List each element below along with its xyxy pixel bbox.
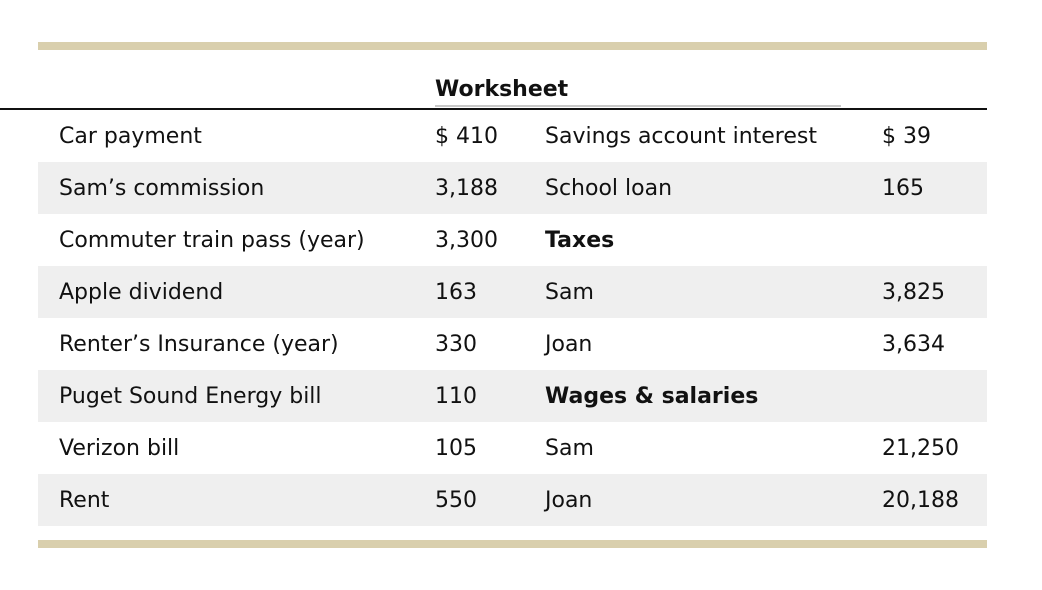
bottom-rule	[38, 540, 987, 548]
expense-label: Car payment	[59, 123, 202, 149]
item-label: Joan	[545, 487, 593, 513]
expense-label: Commuter train pass (year)	[59, 227, 365, 253]
expense-amount: 550	[435, 487, 477, 513]
expense-amount: $ 410	[435, 123, 498, 149]
expense-amount: 163	[435, 279, 477, 305]
expense-label: Sam’s commission	[59, 175, 265, 201]
expense-amount: 110	[435, 383, 477, 409]
table-row	[38, 474, 987, 526]
item-label: School loan	[545, 175, 673, 201]
item-amount: 21,250	[882, 435, 959, 461]
worksheet-title: Worksheet	[435, 77, 569, 102]
table-body	[38, 110, 987, 526]
worksheet-table	[38, 42, 987, 548]
item-amount: 3,634	[882, 331, 945, 357]
item-amount: 3,825	[882, 279, 945, 305]
expense-amount: 3,300	[435, 227, 498, 253]
table-row	[38, 214, 987, 266]
title-underline	[435, 105, 841, 107]
table-row	[38, 422, 987, 474]
expense-amount: 105	[435, 435, 477, 461]
item-amount: 20,188	[882, 487, 959, 513]
top-rule	[38, 42, 987, 50]
expense-label: Renter’s Insurance (year)	[59, 331, 339, 357]
item-label: Savings account interest	[545, 123, 817, 149]
section-heading-taxes: Taxes	[545, 227, 615, 253]
expense-label: Verizon bill	[59, 435, 180, 461]
item-label: Joan	[545, 331, 593, 357]
table-row	[38, 266, 987, 318]
item-amount: 165	[882, 175, 924, 201]
expense-amount: 3,188	[435, 175, 498, 201]
title-row	[38, 50, 987, 108]
expense-amount: 330	[435, 331, 477, 357]
expense-label: Puget Sound Energy bill	[59, 383, 322, 409]
expense-label: Rent	[59, 487, 110, 513]
section-heading-wages: Wages & salaries	[545, 383, 759, 409]
table-row	[38, 162, 987, 214]
item-label: Sam	[545, 279, 594, 305]
item-label: Sam	[545, 435, 594, 461]
expense-label: Apple dividend	[59, 279, 224, 305]
item-amount: $ 39	[882, 123, 931, 149]
table-row	[38, 370, 987, 422]
table-row	[38, 318, 987, 370]
table-row	[38, 110, 987, 162]
